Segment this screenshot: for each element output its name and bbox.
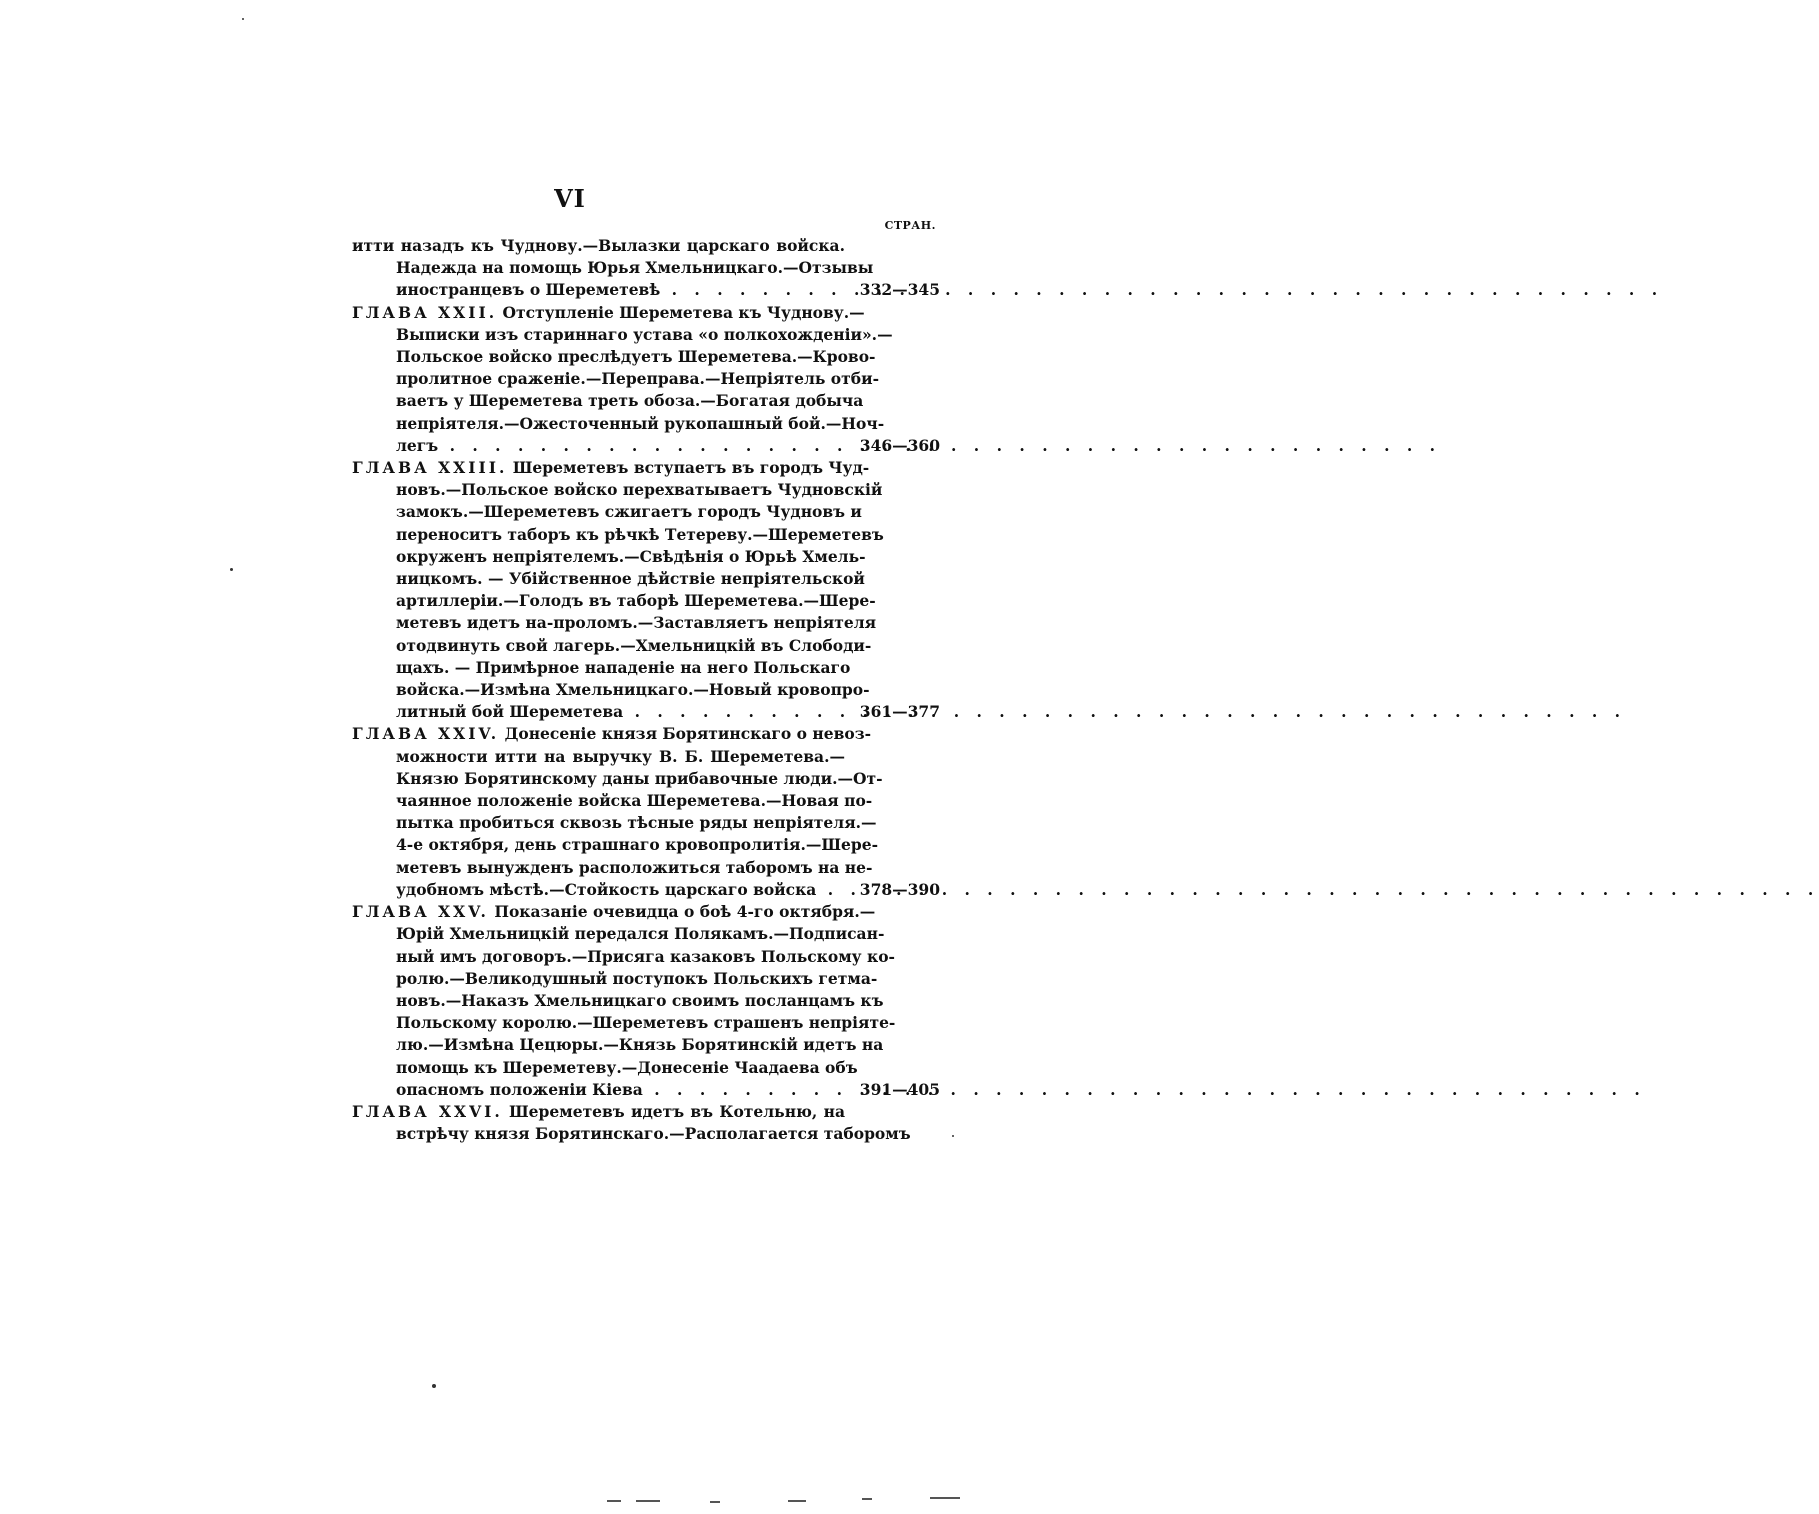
scan-speck [952,1135,954,1137]
page-range: 332—345 [859,280,940,300]
toc-line [352,990,884,1012]
toc-line [352,923,885,945]
toc-line [352,679,870,701]
toc-line-text: Польское войско преслѣдуетъ Шереметева.—Крово- [396,347,876,367]
toc-line [352,279,845,301]
chapter-label: ГЛАВА XXIII. [352,458,508,478]
toc-line-text: непріятеля.—Ожесточенный рукопашный бой.—Ноч- [396,413,885,433]
toc-entry [352,235,940,302]
scan-mark [788,1500,806,1502]
chapter-label: ГЛАВА XXII. [352,302,498,322]
toc-line-text: Надежда на помощь Юрья Хмельницкаго.—Отзывы [396,258,874,278]
toc-line-text: пролитное сраженіе.—Переправа.—Непріятель отби- [396,369,879,389]
toc-line-text: легъ [396,435,439,455]
toc-line-text: помощь къ Шереметеву.—Донесеніе Чаадаева объ [396,1057,858,1077]
toc-line [352,857,873,879]
toc-line [352,834,879,856]
toc-line-text: отодвинуть свой лагерь.—Хмельницкій въ Слободи- [396,635,872,655]
toc-entry-text [352,1101,911,1145]
toc-line [352,946,895,968]
toc-line-text: новъ.—Польское войско перехватываетъ Чудновскій [396,480,883,500]
scan-speck [230,568,233,571]
toc-entry-text [352,457,884,723]
toc-line [352,346,876,368]
chapter-label: ГЛАВА XXIV. [352,724,500,744]
toc-line-text: новъ.—Наказъ Хмельницкаго своимъ посланцамъ къ [396,990,884,1010]
toc-entry [352,457,940,723]
scan-mark [607,1500,621,1502]
page-range: 391—405 [859,1079,940,1099]
toc-line-text: метевъ идетъ на-проломъ.—Заставляетъ непріятеля [396,613,877,633]
toc-line-text: Князю Борятинскому даны прибавочные люди.—От- [396,768,883,788]
toc-entry-text [352,235,874,302]
toc-line-text: удобномъ мѣстѣ.—Стойкость царскаго войска [396,879,817,899]
toc-line [352,612,877,634]
toc-line-text: встрѣчу князя Борятинскаго.—Располагается таборомъ [396,1124,911,1144]
toc-line-text: переноситъ таборъ къ рѣчкѣ Тетереву.—Шереметевъ [396,524,884,544]
toc-line [352,746,845,768]
toc-entry [352,302,940,457]
toc-line-text: щахъ. — Примѣрное нападеніе на него Польскаго [396,657,851,677]
toc-line-text: чаянное положеніе войска Шереметева.—Новая по- [396,791,873,811]
toc-line-text: можности итти на выручку В. Б. Шереметева.— [396,746,845,766]
toc-line-text: Отступленіе Шереметева къ Чуднову.— [502,302,865,322]
pages-column-label: СТРАН. [884,219,936,232]
toc-line-text: 4-е октября, день страшнаго кровопролитія.—Шере- [396,835,879,855]
toc-line-text: артиллеріи.—Голодъ въ таборѣ Шереметева.—Шере- [396,591,876,611]
toc-line-text: ницкомъ. — Убійственное дѣйствіе непріятельской [396,569,865,589]
page-range: 361—377 [859,702,940,722]
toc-line-text: пытка пробиться сквозь тѣсные ряды непріятеля.— [396,813,877,833]
toc-line-text: лю.—Измѣна Цецюры.—Князь Борятинскій идетъ на [396,1035,884,1055]
toc-line [352,701,845,723]
toc-line [352,901,876,923]
toc-entry [352,723,940,901]
toc-line [352,790,873,812]
toc-line [352,1057,858,1079]
toc-line [352,235,845,257]
scan-speck [242,18,244,20]
toc-line [352,768,883,790]
scan-mark [710,1501,720,1503]
toc-line-text: ный имъ договоръ.—Присяга казаковъ Польскому ко- [396,946,895,966]
toc-line [352,1079,845,1101]
chapter-label: ГЛАВА XXV. [352,902,489,922]
toc-line-text: окруженъ непріятелемъ.—Свѣдѣнія о Юрьѣ Хмель- [396,546,866,566]
toc-line [352,1034,884,1056]
toc-line-text: замокъ.—Шереметевъ сжигаетъ городъ Чудновъ и [396,502,862,522]
toc-line-text: Шереметевъ идетъ въ Котельню, на [509,1101,845,1121]
toc-line-text: Шереметевъ вступаетъ въ городъ Чуд- [512,458,870,478]
toc-line-text: Донесеніе князя Борятинскаго о невоз- [504,724,872,744]
toc-line-text: ролю.—Великодушный поступокъ Польскихъ гетма- [396,968,878,988]
chapter-label: ГЛАВА XXVI. [352,1101,503,1121]
toc-line [352,546,866,568]
toc-line [352,590,876,612]
toc-line [352,501,862,523]
toc-line [352,457,870,479]
toc-line-text: Юрій Хмельницкій передался Полякамъ.—Подписан- [396,924,885,944]
toc-line [352,257,874,279]
toc-line [352,1012,896,1034]
toc-line-text: итти назадъ къ Чуднову.—Вылазки царскаго войска. [352,236,845,255]
toc-line [352,390,864,412]
toc-line-text: иностранцевъ о Шереметевѣ [396,280,661,300]
toc-line [352,413,885,435]
toc-line [352,568,865,590]
toc-line [352,435,845,457]
toc-line-text: Выписки изъ стариннаго устава «о полкохожденіи».— [396,324,893,344]
toc-line-text: войска.—Измѣна Хмельницкаго.—Новый кровопро- [396,680,870,700]
toc-line [352,302,865,324]
toc-line-text: метевъ вынужденъ расположиться таборомъ на не- [396,857,873,877]
toc-line [352,368,879,390]
toc-entry-text [352,302,893,457]
toc-line-text: литный бой Шереметева [396,702,624,722]
toc-entry [352,1101,940,1145]
table-of-contents [352,235,940,1145]
toc-line-text: опасномъ положеніи Кіева [396,1079,643,1099]
toc-line [352,324,893,346]
toc-line [352,968,878,990]
scan-mark [862,1498,872,1500]
toc-line [352,1123,911,1145]
scan-speck [432,1384,436,1388]
toc-line-text: Польскому королю.—Шереметевъ страшенъ непріяте- [396,1013,896,1033]
toc-line [352,635,872,657]
toc-entry-text [352,723,883,901]
page-number: VI [554,184,586,213]
toc-line [352,657,851,679]
toc-line [352,723,872,745]
scan-mark [636,1500,660,1502]
toc-line [352,879,845,901]
toc-line [352,1101,845,1123]
toc-line-text: ваетъ у Шереметева треть обоза.—Богатая добыча [396,391,864,411]
toc-line [352,479,883,501]
toc-entry [352,901,940,1101]
page-range: 346—360 [859,435,940,455]
scan-mark [930,1497,960,1499]
toc-line [352,812,877,834]
toc-line-text: Показаніе очевидца о боѣ 4-го октября.— [494,902,876,922]
toc-entry-text [352,901,896,1101]
page-range: 378—390 [859,879,940,899]
toc-line [352,524,884,546]
